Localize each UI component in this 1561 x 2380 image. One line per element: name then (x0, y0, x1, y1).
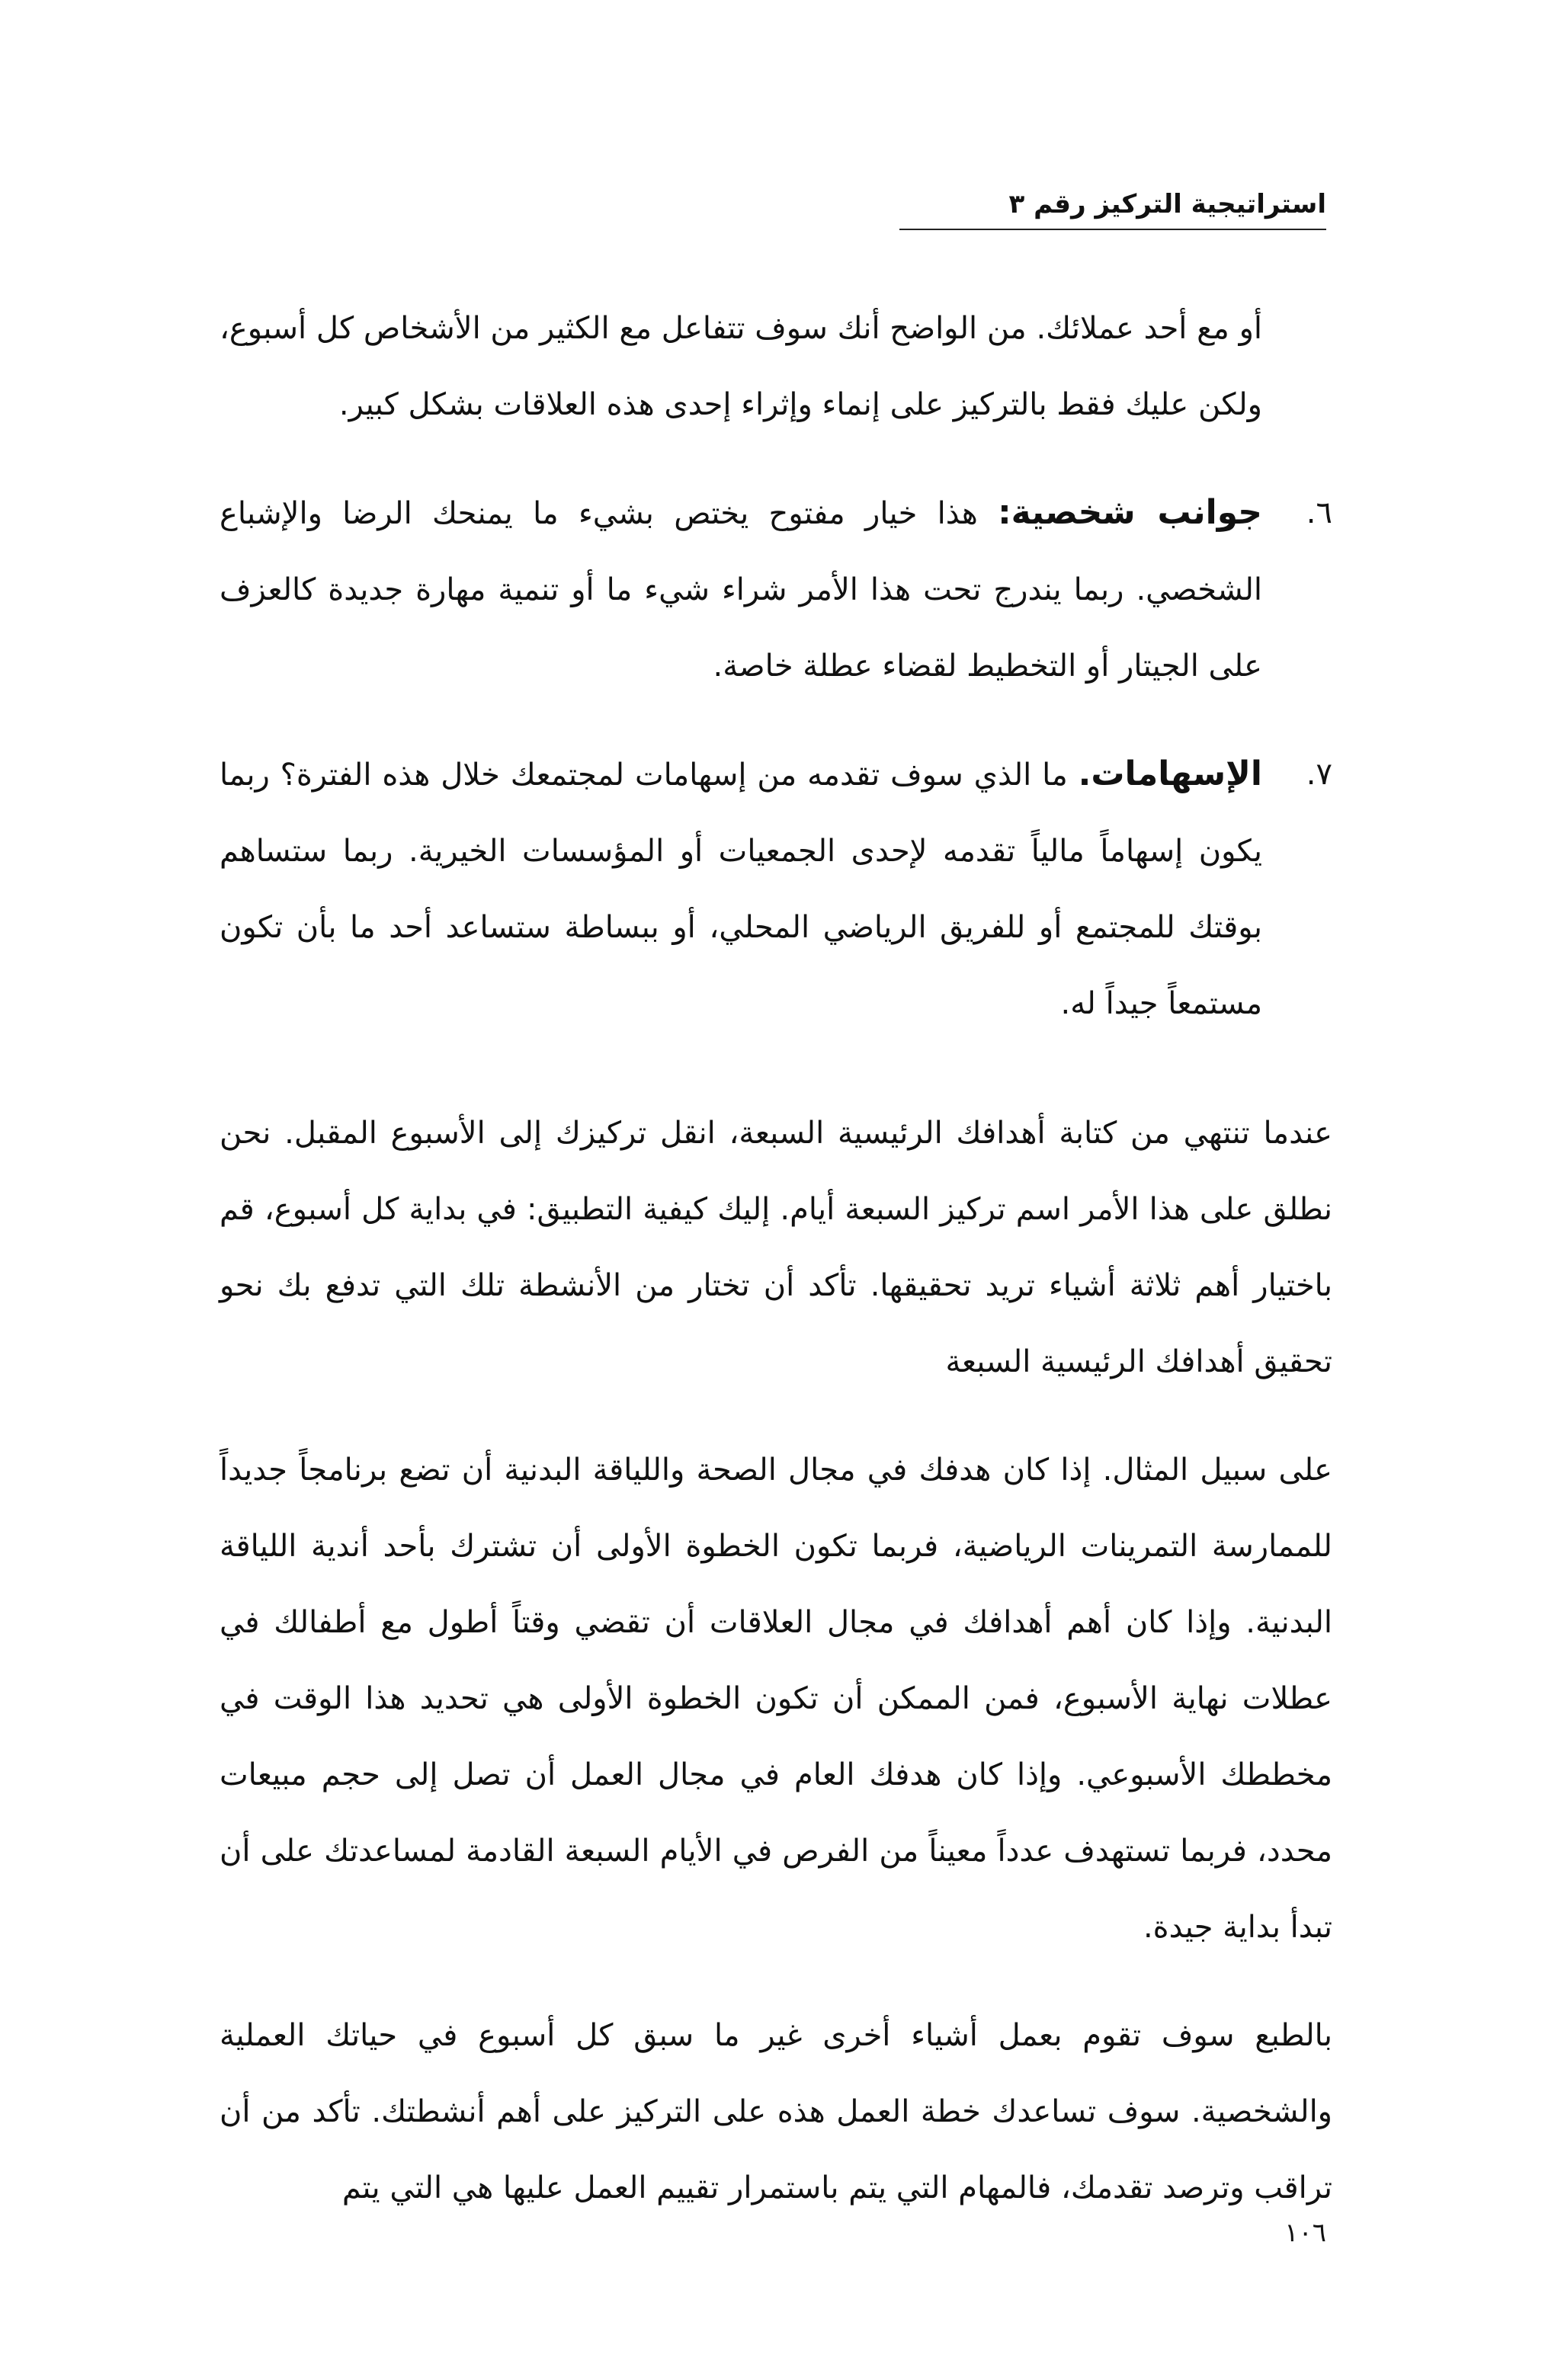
list-item-lead: جوانب شخصية: (998, 493, 1262, 532)
paragraph: على سبيل المثال. إذا كان هدفك في مجال الصحة واللياقة البدنية أن تضع برنامجاً جديداً للممارسة التمرينات الرياضية، فربما تكون الخطوة الأولى أن تشترك بأحد أندية اللياقة البدنية. وإذا كان أهم أهدافك في مجال العلاقات أن تقضي وقتاً أطول مع أطفالك في عطلات نهاية الأسبوع، فمن الممكن أن تكون الخطوة الأولى هي تحديد هذا الوقت في مخططك الأسبوعي. وإذا كان هدفك العام في مجال العمل أن تصل إلى حجم مبيعات محدد، فربما تستهدف عدداً معيناً من الفرص في الأيام السبعة القادمة لمساعدتك على أن تبدأ بداية جيدة. (220, 1453, 1332, 1945)
header-rule (899, 229, 1326, 230)
paragraph: بالطبع سوف تقوم بعمل أشياء أخرى غير ما سبق كل أسبوع في حياتك العملية والشخصية. سوف تساعدك خطة العمل هذه على التركيز على أهم أنشطتك. تأكد من أن تراقب وترصد تقدمك، فالمهام التي يتم باستمرار تقييم العمل عليها هي التي يتم (220, 2018, 1332, 2205)
list-item-6 (220, 475, 1332, 704)
list-item-number: ٦. (1306, 495, 1332, 530)
list-item-lead: الإسهامات. (1078, 754, 1262, 793)
list-item-continuation (220, 290, 1332, 443)
list-item-7 (220, 736, 1332, 1042)
list-item-text: هذا خيار مفتوح يختص بشيء ما يمنحك الرضا والإشباع الشخصي. ربما يندرج تحت هذا الأمر شراء شيء ما أو تنمية مهارة جديدة كالعزف على الجيتار أو التخطيط لقضاء عطلة خاصة. (220, 496, 1262, 684)
list-item-text: ما الذي سوف تقدمه من إسهامات لمجتمعك خلال هذه الفترة؟ ربما يكون إسهاماً مالياً تقدمه لإحدى الجمعيات أو المؤسسات الخيرية. ربما ستساهم بوقتك للمجتمع أو للفريق الرياضي المحلي، أو ببساطة ستساعد أحد ما بأن تكون مستمعاً جيداً له. (220, 758, 1262, 1021)
paragraph: عندما تنتهي من كتابة أهدافك الرئيسية السبعة، انقل تركيزك إلى الأسبوع المقبل. نحن نطلق على هذا الأمر اسم تركيز السبعة أيام. إليك كيفية التطبيق: في بداية كل أسبوع، قم باختيار أهم ثلاثة أشياء تريد تحقيقها. تأكد أن تختار من الأنشطة تلك التي تدفع بك نحو تحقيق أهدافك الرئيسية السبعة (220, 1116, 1332, 1379)
list-item-number: ٧. (1306, 757, 1332, 792)
page-number: ١٠٦ (1284, 2218, 1326, 2248)
running-header-title: استراتيجية التركيز رقم ٣ (1008, 189, 1326, 219)
running-header (899, 189, 1326, 235)
list-item-text: أو مع أحد عملائك. من الواضح أنك سوف تتفاعل مع الكثير من الأشخاص كل أسبوع، ولكن عليك فقط بالتركيز على إنماء وإثراء إحدى هذه العلاقات بشكل كبير. (219, 311, 1262, 422)
body-text (220, 290, 1332, 2226)
